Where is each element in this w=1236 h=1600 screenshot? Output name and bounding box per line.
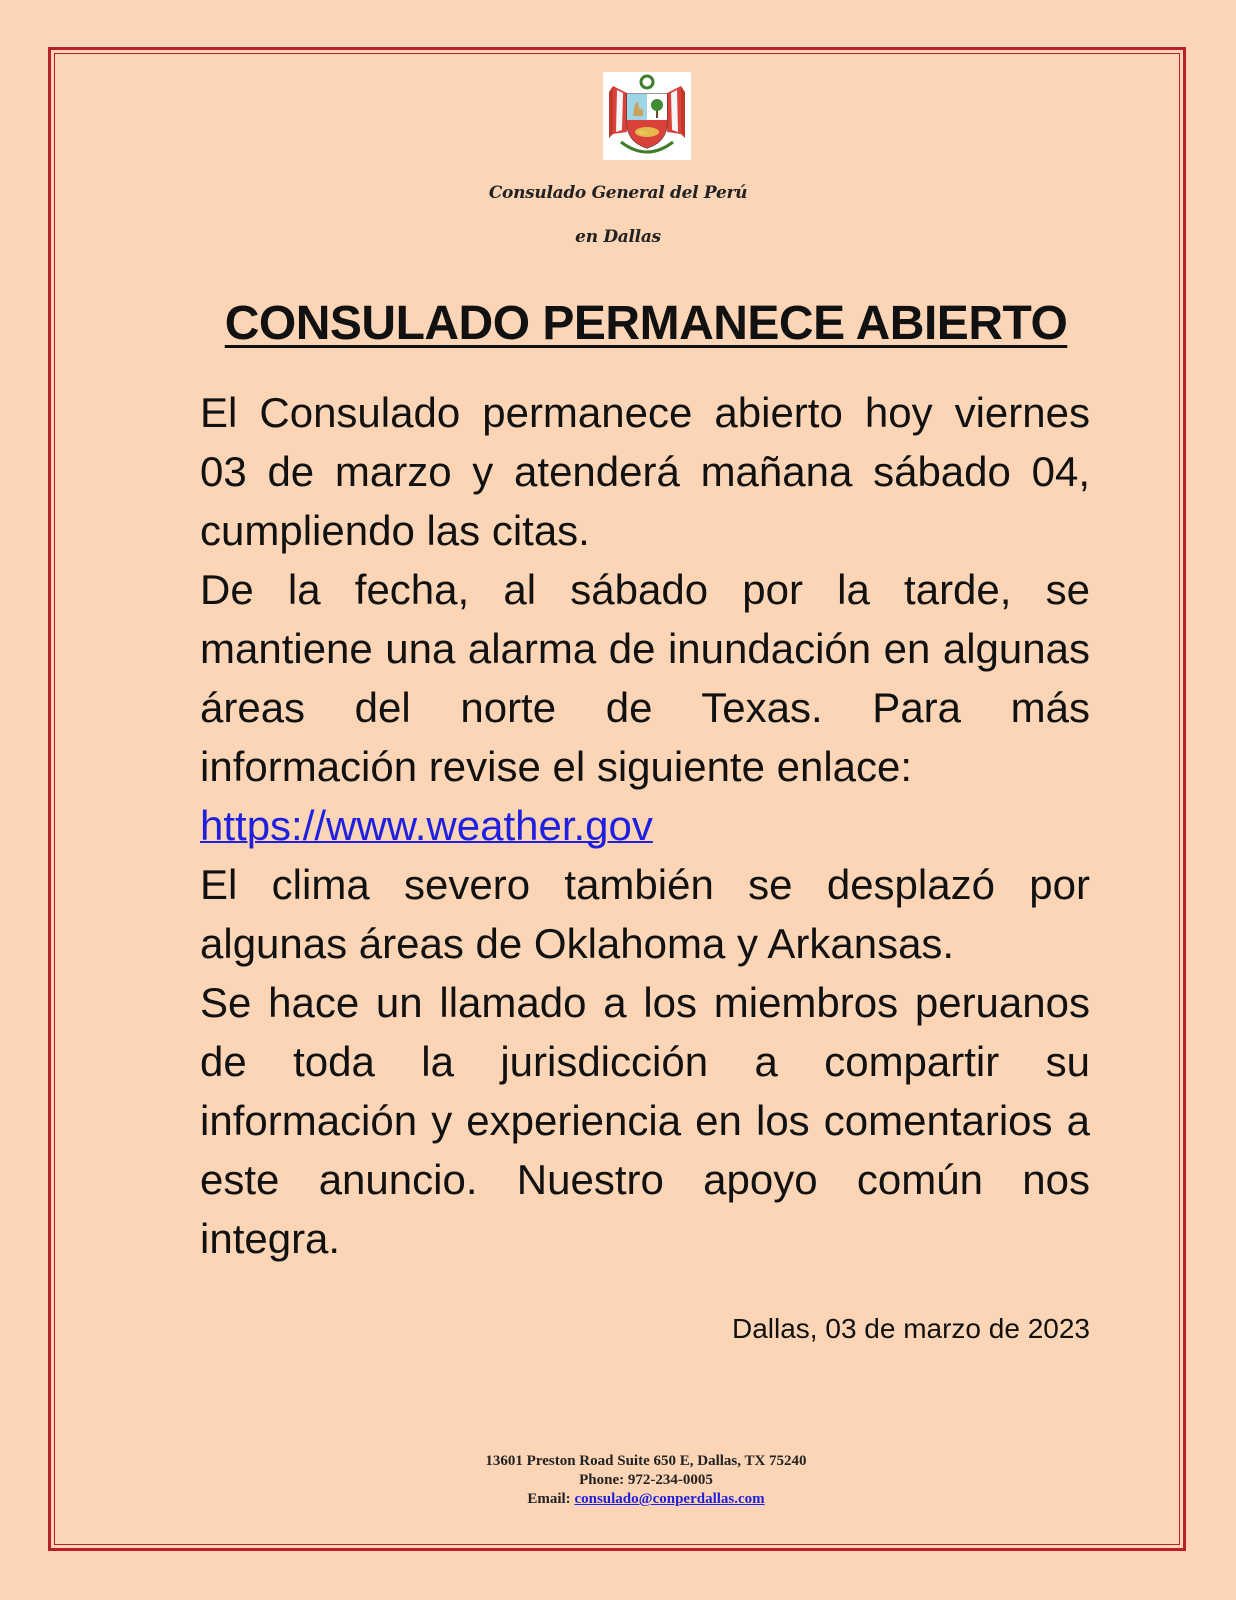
consulate-name-line1: Consulado General del Perú [488,183,748,203]
footer-phone-label: Phone: [579,1472,625,1488]
consulate-name-line2: en Dallas [575,227,661,247]
peru-coat-of-arms-icon [603,72,691,160]
page-title: CONSULADO PERMANECE ABIERTO [224,297,1068,350]
footer-contact [0,1452,1236,1509]
footer-phone: 972-234-0005 [627,1472,713,1488]
paragraph-opening: El Consulado permanece abierto hoy viernes 03 de marzo y atenderá mañana sábado 04, cumpliendo las citas. [200,389,1090,554]
footer-address: 13601 Preston Road Suite 650 E, Dallas, TX 75240 [485,1453,807,1469]
paragraph-call-to-action: Se hace un llamado a los miembros peruanos de toda la jurisdicción a compartir su información y experiencia en los comentarios a este anuncio. Nuestro apoyo común nos integra. [200,979,1090,1262]
weather-link-line [200,796,1090,855]
footer-email-label: Email: [527,1491,571,1507]
paragraph-severe-weather: El clima severo también se desplazó por algunas áreas de Oklahoma y Arkansas. [200,861,1090,967]
weather-link[interactable]: https://www.weather.gov [200,802,653,849]
paragraph-flood-alert: De la fecha, al sábado por la tarde, se mantiene una alarma de inundación en algunas áreas del norte de Texas. Para más información revise el siguiente enlace: [200,566,1090,790]
footer-email-line [0,1490,1236,1509]
footer-email-link[interactable]: consulado@conperdallas.com [574,1491,765,1507]
date-line: Dallas, 03 de marzo de 2023 [732,1313,1090,1344]
footer-phone-line [0,1471,1236,1490]
announcement-body [200,383,1090,1268]
